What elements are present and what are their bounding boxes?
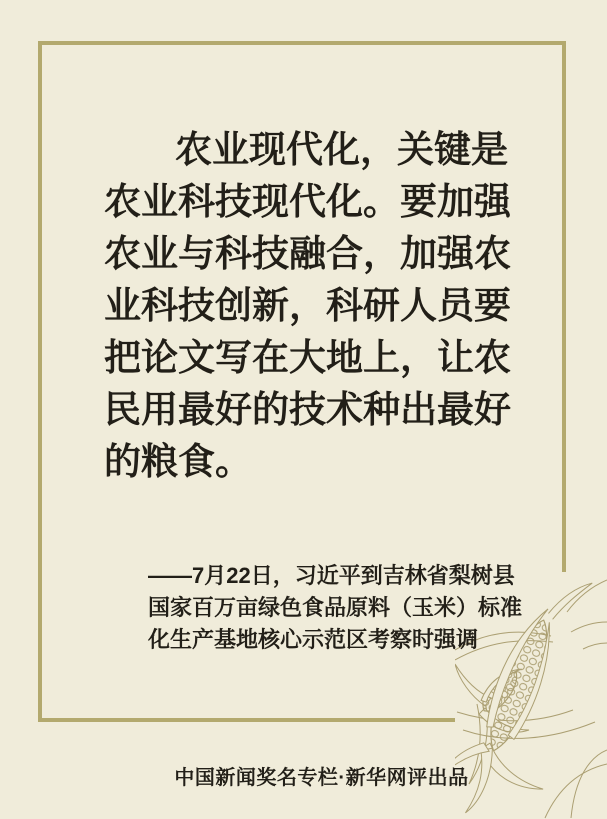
quote-line: 农业与科技融合，加强农 [104, 233, 511, 274]
quote-line: 的粮食。 [104, 441, 252, 482]
quote-attribution [148, 560, 548, 656]
attribution-line: 国家百万亩绿色食品原料（玉米）标准 [148, 595, 523, 620]
quote-line: 业科技创新，科研人员要 [104, 285, 511, 326]
footer-credit: 中国新闻奖名专栏·新华网评出品 [174, 767, 469, 789]
quote-text [104, 124, 522, 488]
quote-line: 农业科技现代化。要加强 [104, 181, 511, 222]
attribution-line: ——7月22日，习近平到吉林省梨树县 [148, 563, 515, 588]
quote-line: 把论文写在大地上，让农 [104, 337, 511, 378]
quote-line: 民用最好的技术种出最好 [104, 389, 511, 430]
attribution-line: 化生产基地核心示范区考察时强调 [148, 627, 479, 652]
quote-line: 农业现代化，关键是 [175, 129, 508, 170]
